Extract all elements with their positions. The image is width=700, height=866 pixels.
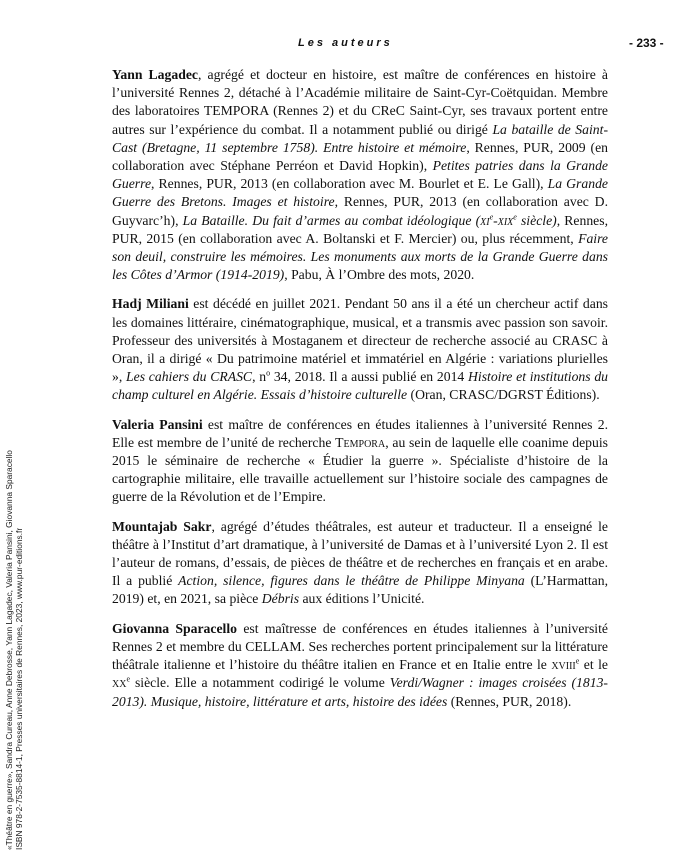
side-note-line: «Théâtre en guerre», Sandra Cureau, Anne Debrosse, Yann Lagadec, Valeria Pansini, Giovanna Sparacello: [4, 450, 14, 850]
title-citation: Histoire et institutions du champ culturel en Algérie. Essais d’histoire culturelle: [112, 369, 609, 403]
bio-text: , Rennes, PUR, 2013 (en collaboration avec M. Bourlet et E. Le Gall),: [151, 176, 548, 192]
bio-text: , au sein de laquelle elle coanime depuis 2015 le séminaire de recherche « Étudier la guerre ». Spécialiste d’histoire de la cartographie militaire, elle travaille actuellement sur l’histoire sociale des campagnes de guerre de la Révolution et de l’Empire.: [112, 434, 608, 505]
bio-paragraph: [112, 518, 608, 609]
bio-text: aux éditions l’Unicité.: [299, 591, 425, 607]
bio-paragraph: [112, 620, 608, 711]
title-citation: La bataille de Saint-Cast (Bretagne, 11 septembre 1758). Entre histoire et mémoire: [112, 121, 609, 155]
title-citation: xi: [480, 212, 490, 228]
bio-paragraph: [112, 416, 608, 507]
bio-text: est maîtresse de conférences en études italiennes à l’université Rennes 2 et membre du CELLAM. Ses recherches portent principalement sur la littérature théâtrale italienne et l’histoire du théâtre italien en France et en Italie entre le: [112, 620, 608, 673]
author-name: Mountajab Sakr: [112, 518, 212, 534]
bio-text: , agrégé d’études théâtrales, est auteur et traducteur. Il a enseigné le théâtre à l’Institut d’art dramatique, à l’université de Damas et à l’université Lyon 2. Il est l’auteur de romans, d’essais, de pièces de théâtre et de recherches en français et en arabe. Il a publié: [112, 518, 609, 589]
title-citation: siècle): [516, 212, 557, 228]
bio-text: xviii: [551, 657, 576, 673]
title-citation: -: [493, 212, 498, 228]
bio-text: , Pabu, À l’Ombre des mots, 2020.: [284, 267, 475, 283]
author-bios: [112, 66, 608, 722]
title-citation: e: [513, 212, 517, 222]
title-citation: Faire son deuil, construire les mémoires. Les monuments aux morts de la Grande Guerre dans les Côtes d’Armor (1914-2019): [112, 230, 608, 283]
bio-paragraph: [112, 66, 608, 284]
title-citation: Les cahiers du CRASC: [126, 369, 253, 385]
bio-paragraph: [112, 295, 608, 404]
author-name: Valeria Pansini: [112, 416, 203, 432]
author-name: Hadj Miliani: [112, 296, 189, 312]
title-citation: xix: [497, 212, 514, 228]
bio-text: et le: [579, 657, 608, 673]
bio-text: est maître de conférences en études italiennes à l’université Rennes 2. Elle est membre de l’unité de recherche: [112, 416, 608, 450]
title-citation: Action, silence, figures dans le théâtre de Philippe Minyana: [178, 573, 525, 589]
bio-text: , Rennes, PUR, 2015 (en collaboration avec A. Boltanski et F. Mercier) ou, plus récemment,: [112, 212, 608, 246]
bio-text: xx: [112, 675, 127, 691]
bio-text: , Rennes, PUR, 2009 (en collaboration avec Stéphane Perréon et David Hopkin),: [112, 139, 609, 174]
author-name: Yann Lagadec: [112, 67, 198, 82]
title-citation: e: [489, 212, 494, 222]
title-citation: Débris: [261, 591, 300, 607]
bio-text: est décédé en juillet 2021. Pendant 50 ans il a été un chercheur actif dans les domaines littéraire, cinématographique, musical, et a transmis avec passion son savoir. Professeur des universités à Mostaganem et directeur de recherche associé au CRASC à Oran, il a dirigé « Du patrimoine matériel et immatériel en Algérie : variations plurielles »,: [112, 296, 609, 385]
bio-text: (L’Harmattan, 2019) et, en 2021, sa pièce: [112, 573, 608, 607]
title-citation: Petites patries dans la Grande Guerre: [112, 158, 608, 192]
bio-text: 34, 2018. Il a aussi publié en 2014: [270, 369, 469, 385]
bio-text: , n: [252, 369, 267, 385]
bio-text: (Oran, CRASC/DGRST Éditions).: [407, 387, 600, 403]
bio-text: o: [266, 368, 271, 378]
title-citation: Verdi/Wagner : images croisées (1813-2013). Musique, histoire, littérature et arts, histoire des idées: [112, 675, 608, 709]
page-number: - 233 -: [629, 36, 664, 50]
bio-text: (Rennes, PUR, 2018).: [447, 693, 572, 709]
title-citation: La Bataille. Du fait d’armes au combat idéologique (: [182, 212, 481, 228]
bio-text: , agrégé et docteur en histoire, est maître de conférences en histoire à l’université Rennes 2, détaché à l’Académie militaire de Saint-Cyr-Coëtquidan. Membre des laboratoires TEMPORA (Rennes 2) et du CReC Saint-Cyr, ses travaux portent entre autres sur l’expérience du combat. Il a notamment publié ou dirigé: [112, 67, 608, 137]
bio-text: e: [126, 674, 131, 684]
bio-text: siècle. Elle a notamment codirigé le volume: [130, 675, 390, 691]
author-name: Giovanna Sparacello: [112, 620, 237, 636]
bio-text: Tempora: [335, 434, 386, 450]
bio-text: , Rennes, PUR, 2013 (en collaboration avec D. Guyvarc’h),: [112, 194, 608, 228]
copyright-side-note: [4, 380, 25, 850]
bio-text: e: [575, 656, 580, 666]
title-citation: La Grande Guerre des Bretons. Images et histoire: [112, 176, 608, 210]
side-note-line: ISBN 978-2-7535-8814-1, Presses universitaires de Rennes, 2023, www.pur-editions.fr: [14, 527, 25, 850]
running-title: Les auteurs: [298, 37, 393, 49]
